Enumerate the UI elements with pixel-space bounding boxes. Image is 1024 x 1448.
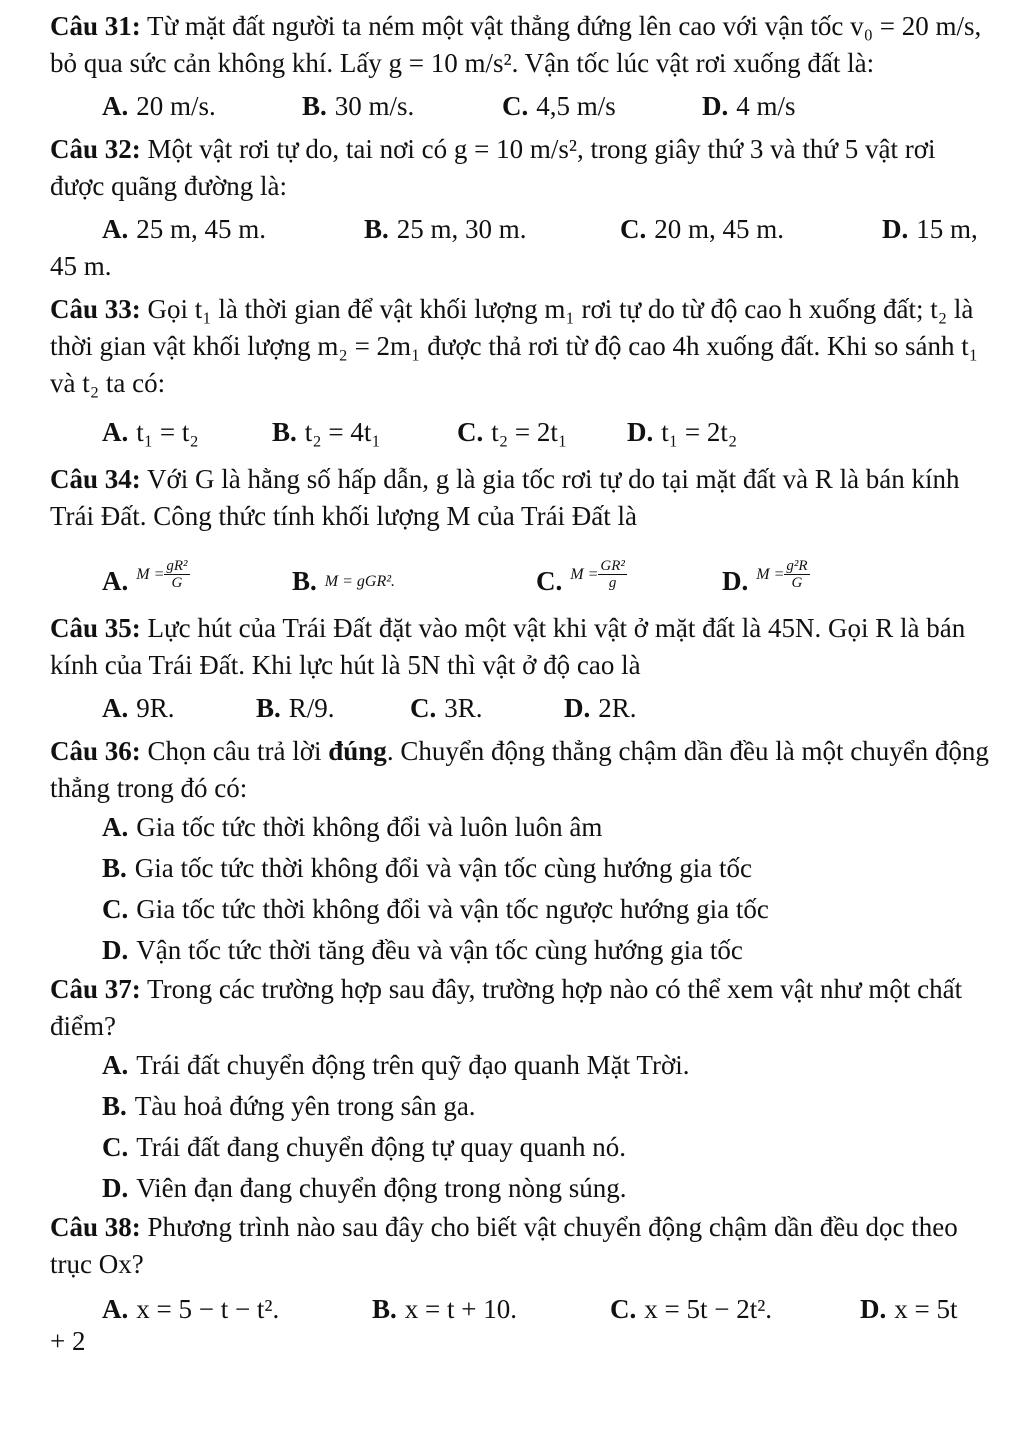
- option-d-continuation: + 2: [50, 1326, 86, 1356]
- emphasis: đúng: [328, 736, 387, 766]
- option-c[interactable]: C. t₂ = 2t₁: [457, 417, 568, 447]
- question-number: Câu 34:: [50, 464, 141, 494]
- option-a[interactable]: A. 25 m, 45 m.: [102, 214, 267, 244]
- option-d-continuation: 45 m.: [50, 251, 112, 281]
- question-text: [50, 291, 994, 402]
- question-body: Lực hút của Trái Đất đặt vào một vật khi vật ở mặt đất là 45N. Gọi R là bán kính của Trái Đất. Khi lực hút là 5N thì vật ở độ cao là: [50, 613, 966, 680]
- question-body: Trong các trường hợp sau đây, trường hợp nào có thể xem vật như một chất điểm?: [50, 974, 963, 1041]
- question-number: Câu 38:: [50, 1212, 141, 1242]
- question-number: Câu 31:: [50, 11, 141, 41]
- option-d[interactable]: D. M = $\frac{\text{g²R}}{G}$: [722, 558, 808, 596]
- question-text: [50, 131, 994, 205]
- question-number: Câu 32:: [50, 134, 141, 164]
- question-32: [50, 131, 994, 285]
- option-b[interactable]: B. R/9.: [256, 693, 335, 723]
- option-d[interactable]: D. 2R.: [564, 693, 637, 723]
- options-row: [102, 211, 994, 248]
- option-b[interactable]: B. 25 m, 30 m.: [364, 214, 527, 244]
- option-d[interactable]: D. x = 5t: [860, 1294, 958, 1324]
- option-b[interactable]: B. t₂ = 4t₁: [272, 417, 381, 447]
- options-row: [102, 1291, 994, 1328]
- question-31: [50, 8, 994, 125]
- option-c[interactable]: C. 20 m, 45 m.: [620, 214, 785, 244]
- option-b[interactable]: B. x = t + 10.: [372, 1294, 517, 1324]
- option-a[interactable]: A. 9R.: [102, 693, 175, 723]
- option-a[interactable]: A. x = 5 − t − t².: [102, 1294, 280, 1324]
- option-c[interactable]: C. M = $\frac{\text{GR²}}{g}$: [536, 558, 625, 596]
- question-text: [50, 971, 994, 1045]
- option-b[interactable]: B. 30 m/s.: [302, 91, 415, 121]
- question-number: Câu 35:: [50, 613, 141, 643]
- option-d[interactable]: D. Viên đạn đang chuyển động trong nòng súng.: [102, 1173, 627, 1203]
- question-34: [50, 461, 994, 600]
- question-text: [50, 610, 994, 684]
- option-b[interactable]: B. Gia tốc tức thời không đổi và vận tốc cùng hướng gia tốc: [102, 853, 752, 883]
- option-a[interactable]: A. 20 m/s.: [102, 91, 216, 121]
- question-36: [50, 733, 994, 971]
- question-body: Phương trình nào sau đây cho biết vật chuyển động chậm dần đều dọc theo trục Ox?: [50, 1212, 958, 1279]
- option-c[interactable]: C. 3R.: [410, 693, 483, 723]
- option-d[interactable]: D. 4 m/s: [702, 91, 796, 121]
- option-d[interactable]: D. t₁ = 2t₂: [627, 417, 738, 447]
- question-text: Câu 36: Chọn câu trả lời đúng. Chuyển động thẳng chậm dần đều là một chuyển động thẳng trong đó có:: [50, 736, 989, 803]
- question-35: [50, 610, 994, 727]
- option-a[interactable]: A. Gia tốc tức thời không đổi và luôn luôn âm: [102, 812, 603, 842]
- question-38: [50, 1209, 994, 1356]
- option-c[interactable]: C. x = 5t − 2t².: [610, 1294, 773, 1324]
- option-c[interactable]: C. Trái đất đang chuyển động tự quay quanh nó.: [102, 1132, 627, 1162]
- question-body: Một vật rơi tự do, tai nơi có g = 10 m/s², trong giây thứ 3 và thứ 5 vật rơi được quãng đường là:: [50, 134, 936, 201]
- question-text: [50, 461, 994, 535]
- question-number: Câu 36:: [50, 736, 141, 766]
- question-33: [50, 291, 994, 451]
- question-body: Với G là hằng số hấp dẫn, g là gia tốc rơi tự do tại mặt đất và R là bán kính Trái Đất. Công thức tính khối lượng M của Trái Đất là: [50, 464, 960, 531]
- fraction: $\frac{\text{gR²}}{G}$: [166, 558, 188, 591]
- options-list: [76, 1045, 994, 1209]
- fraction: $\frac{\text{GR²}}{g}$: [600, 558, 625, 591]
- question-number: Câu 37:: [50, 974, 141, 1004]
- option-d[interactable]: D. Vận tốc tức thời tăng đều và vận tốc cùng hướng gia tốc: [102, 935, 743, 965]
- question-text: [50, 8, 994, 82]
- options-row: [102, 549, 994, 600]
- question-body: Gọi t₁ là thời gian để vật khối lượng m₁ rơi tự do từ độ cao h xuống đất; t₂ là thời gian vật khối lượng m₂ = 2m₁ được thả rơi từ độ cao 4h xuống đất. Khi so sánh t₁ và t₂ ta có:: [50, 294, 979, 398]
- option-a[interactable]: A. M = $\frac{\text{gR²}}{G}$: [102, 558, 188, 596]
- option-c[interactable]: C. 4,5 m/s: [502, 91, 616, 121]
- question-text: [50, 1209, 994, 1283]
- question-37: [50, 971, 994, 1209]
- option-b[interactable]: B. M = gGR².: [292, 566, 396, 596]
- options-row: [102, 88, 994, 125]
- option-d[interactable]: D. 15 m,: [882, 214, 978, 244]
- question-body: Từ mặt đất người ta ném một vật thẳng đứng lên cao với vận tốc v₀ = 20 m/s, bỏ qua sức cản không khí. Lấy g = 10 m/s². Vận tốc lúc vật rơi xuống đất là:: [50, 11, 982, 78]
- option-c[interactable]: C. Gia tốc tức thời không đổi và vận tốc ngược hướng gia tốc: [102, 894, 769, 924]
- option-b[interactable]: B. Tàu hoả đứng yên trong sân ga.: [102, 1091, 476, 1121]
- options-row: [102, 690, 994, 727]
- question-number: Câu 33:: [50, 294, 141, 324]
- options-row: [102, 414, 994, 451]
- option-a[interactable]: A. Trái đất chuyển động trên quỹ đạo quanh Mặt Trời.: [102, 1050, 690, 1080]
- fraction: $\frac{\text{g²R}}{G}$: [786, 558, 808, 591]
- option-a[interactable]: A. t₁ = t₂: [102, 417, 199, 447]
- options-list: [76, 807, 994, 971]
